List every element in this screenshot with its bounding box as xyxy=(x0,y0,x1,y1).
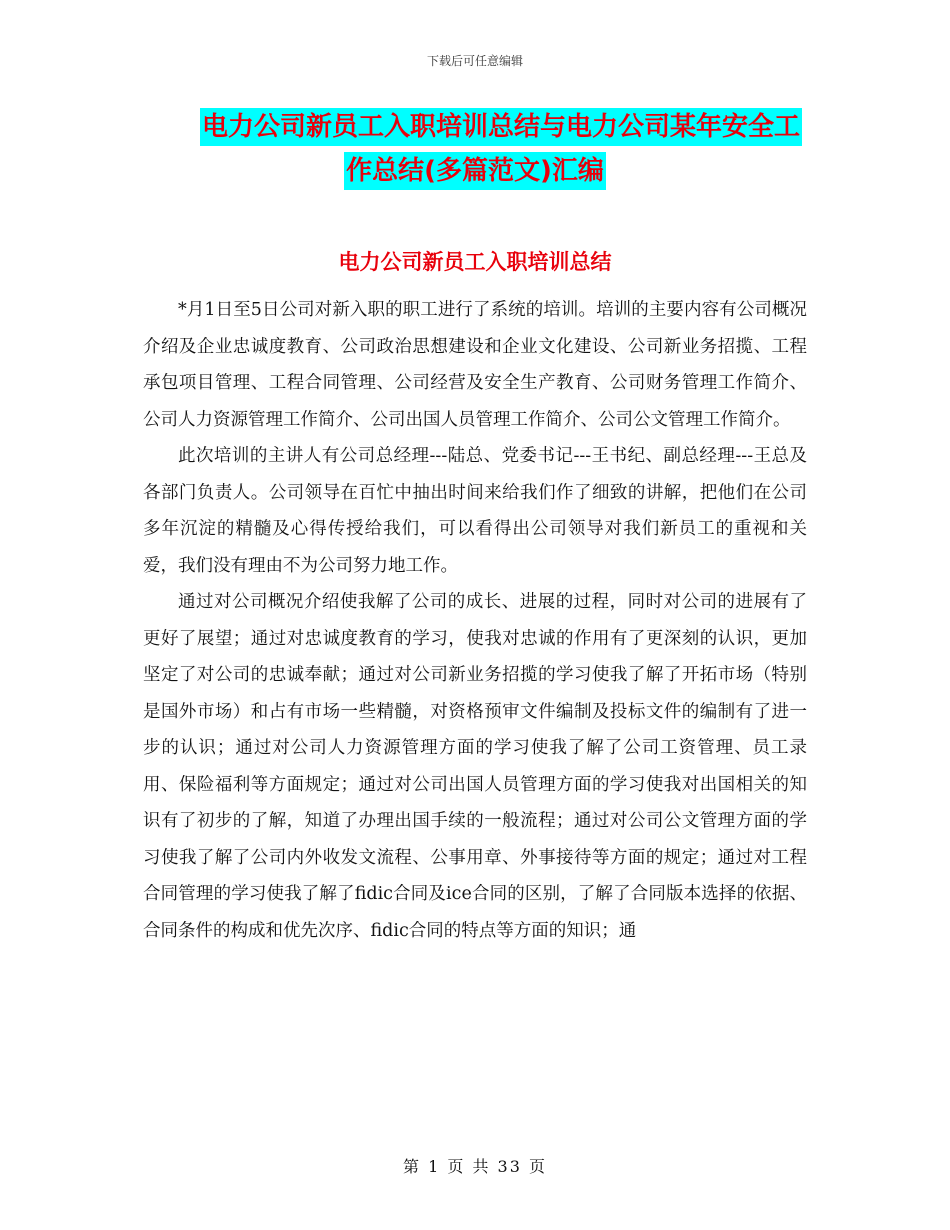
paragraph-1: *月1日至5日公司对新入职的职工进行了系统的培训。培训的主要内容有公司概况介绍及企业忠诚度教育、公司政治思想建设和企业文化建设、公司新业务招揽、工程承包项目管理、工程合同管理、公司经营及安全生产教育、公司财务管理工作简介、公司人力资源管理工作简介、公司出国人员管理工作简介、公司公文管理工作简介。 xyxy=(143,300,807,430)
title-line-1: 电力公司新员工入职培训总结与电力公司某年安全工 xyxy=(200,108,802,146)
paragraph-2: 此次培训的主讲人有公司总经理---陆总、党委书记---王书纪、副总经理---王总及各部门负责人。公司领导在百忙中抽出时间来给我们作了细致的讲解，把他们在公司多年沉淀的精髓及心得传授给我们，可以看得出公司领导对我们新员工的重视和关爱，我们没有理由不为公司努力地工作。 xyxy=(143,446,807,576)
page-number: 第 1 页 共 33 页 xyxy=(403,1157,547,1176)
header-note: 下载后可任意编辑 xyxy=(426,54,523,68)
paragraph-3: 通过对公司概况介绍使我解了公司的成长、进展的过程，同时对公司的进展有了更好了展望；通过对忠诚度教育的学习，使我对忠诚的作用有了更深刻的认识，更加坚定了对公司的忠诚奉献；通过对公司新业务招揽的学习使我了解了开拓市场（特别是国外市场）和占有市场一些精髓，对资格预审文件编制及投标文件的编制有了进一步的认识；通过对公司人力资源管理方面的学习使我了解了公司工资管理、员工录用、保险福利等方面规定；通过对公司出国人员管理方面的学习使我对出国相关的知识有了初步的了解，知道了办理出国手续的一般流程；通过对公司公文管理方面的学习使我了解了公司内外收发文流程、公事用章、外事接待等方面的规定；通过对工程合同管理的学习使我了解了fidic合同及ice合同的区别，了解了合同版本选择的依据、合同条件的构成和优先次序、fidic合同的特点等方面的知识；通 xyxy=(143,592,807,941)
document-body xyxy=(143,292,807,949)
section-title: 电力公司新员工入职培训总结 xyxy=(338,250,612,274)
title-line-2: 作总结(多篇范文)汇编 xyxy=(344,152,606,190)
document-title xyxy=(140,108,810,190)
